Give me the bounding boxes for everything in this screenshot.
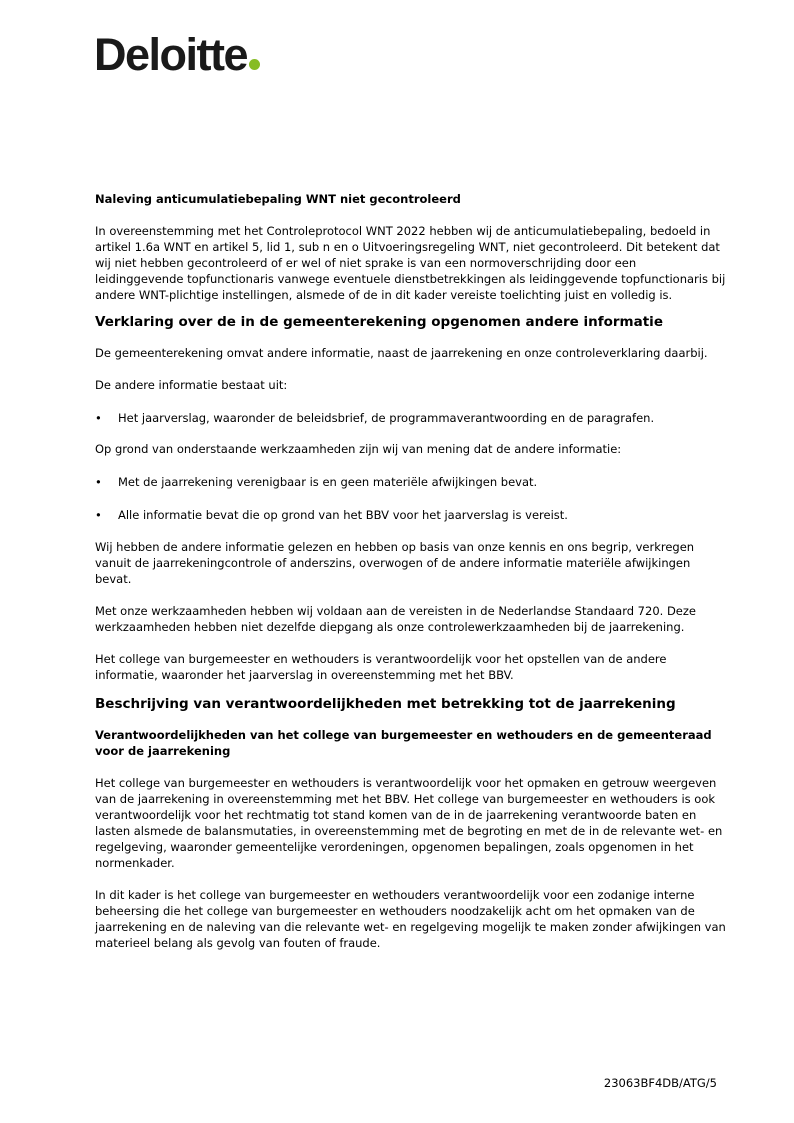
paragraph-other-info-2: De andere informatie bestaat uit:	[95, 378, 288, 392]
paragraph-responsibilities-1: Het college van burgemeester en wethouders is verantwoordelijk voor het opmaken en getrouw weergeven van de jaarrekening in overeenstemming met het BBV. Het college van burgemeester en wethouders is ook verantwoordelijk voor het rechtmatig tot stand komen van de in de jaarrekening verantwoorde baten en lasten alsmede de balansmutaties, in overeenstemming met de begroting en met de in de relevante wet- en regelgeving, waaronder gemeentelijke verordeningen, opgenomen bepalingen, zoals opgenomen in het normenkader.	[95, 776, 723, 870]
heading-responsibilities: Beschrijving van verantwoordelijkheden met betrekking tot de jaarrekening	[95, 696, 676, 712]
deloitte-logo	[94, 29, 260, 80]
list-item: • Het jaarverslag, waaronder de beleidsbrief, de programmaverantwoording en de paragrafen.	[95, 410, 727, 426]
logo-dot-icon	[249, 59, 260, 70]
bullet-list-1	[95, 410, 727, 426]
paragraph-other-info-4: Wij hebben de andere informatie gelezen en hebben op basis van onze kennis en ons begrip, verkregen vanuit de jaarrekeningcontrole of anderszins, overwogen of de andere informatie materiële afwijkingen bevat.	[95, 540, 695, 586]
paragraph-responsibilities-2: In dit kader is het college van burgemeester en wethouders verantwoordelijk voor een zodanige interne beheersing die het college van burgemeester en wethouders noodzakelijk acht om het opmaken van de jaarrekening en de naleving van die relevante wet- en regelgeving mogelijk te maken zonder afwijkingen van materieel belang als gevolg van fouten of fraude.	[95, 888, 726, 950]
document-body	[95, 191, 727, 967]
subheading-responsibilities: Verantwoordelijkheden van het college van burgemeester en wethouders en de gemeenteraad voor de jaarrekening	[95, 728, 712, 758]
list-item: • Alle informatie bevat die op grond van het BBV voor het jaarverslag is vereist.	[95, 507, 727, 523]
paragraph-wnt: In overeenstemming met het Controleprotocol WNT 2022 hebben wij de anticumulatiebepaling, bedoeld in artikel 1.6a WNT en artikel 5, lid 1, sub n en o Uitvoeringsregeling WNT, niet gecontroleerd. Dit betekent dat wij niet hebben gecontroleerd of er wel of niet sprake is van een normoverschrijding door een leidinggevende topfunctionaris vanwege eventuele dienstbetrekkingen als leidinggevende topfunctionaris bij andere WNT-plichtige instellingen, alsmede of de in dit kader vereiste toelichting juist en volledig is.	[95, 224, 726, 302]
paragraph-other-info-6: Het college van burgemeester en wethouders is verantwoordelijk voor het opstellen van de andere informatie, waaronder het jaarverslag in overeenstemming met het BBV.	[95, 652, 667, 682]
paragraph-other-info-1: De gemeenterekening omvat andere informatie, naast de jaarrekening en onze controleverklaring daarbij.	[95, 346, 708, 360]
paragraph-other-info-5: Met onze werkzaamheden hebben wij voldaan aan de vereisten in de Nederlandse Standaard 720. Deze werkzaamheden hebben niet dezelfde diepgang als onze controlewerkzaamheden bij de jaarrekening.	[95, 604, 696, 634]
document-reference: 23063BF4DB/ATG/5	[603, 1076, 717, 1090]
bullet-list-2	[95, 474, 727, 523]
list-item: • Met de jaarrekening verenigbaar is en geen materiële afwijkingen bevat.	[95, 474, 727, 490]
paragraph-other-info-3: Op grond van onderstaande werkzaamheden zijn wij van mening dat de andere informatie:	[95, 442, 622, 456]
logo-text: Deloitte	[94, 29, 248, 80]
heading-wnt: Naleving anticumulatiebepaling WNT niet gecontroleerd	[95, 192, 461, 206]
heading-other-information: Verklaring over de in de gemeenterekening opgenomen andere informatie	[95, 314, 663, 330]
